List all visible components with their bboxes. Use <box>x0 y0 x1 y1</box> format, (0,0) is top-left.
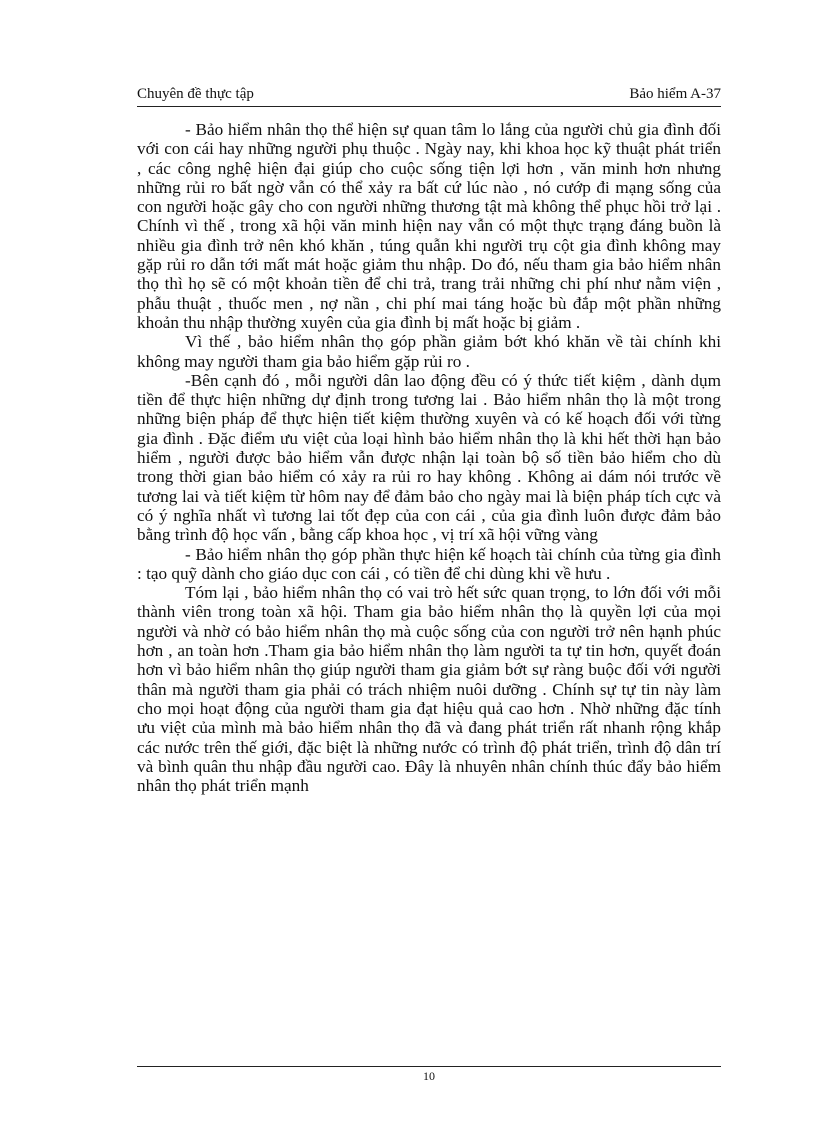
paragraph-2: Vì thế , bảo hiểm nhân thọ góp phần giảm bớt khó khăn về tài chính khi không may người tham gia bảo hiểm gặp rủi ro . <box>137 332 721 371</box>
header-divider <box>137 106 721 107</box>
body-text <box>137 120 721 795</box>
header-title: Chuyên đề thực tập <box>137 86 254 102</box>
page-number: 10 <box>423 1069 435 1083</box>
footer-divider <box>137 1066 721 1067</box>
paragraph-4: - Bảo hiểm nhân thọ góp phần thực hiện kế hoạch tài chính của từng gia đình : tạo quỹ dành cho giáo dục con cái , có tiền để chi dùng khi về hưu . <box>137 544 721 583</box>
paragraph-5: Tóm lại , bảo hiểm nhân thọ có vai trò hết sức quan trọng, to lớn đối với mỗi thành viên trong toàn xã hội. Tham gia bảo hiểm nhân thọ là quyền lợi của mọi người và nhờ có bảo hiểm nhân thọ mà cuộc sống của con người trở nên hạnh phúc hơn , an toàn hơn .Tham gia bảo hiểm nhân thọ làm người ta tự tin hơn, quyết đoán hơn vì bảo hiểm nhân thọ giúp người tham gia giảm bớt sự ràng buộc đối với người thân mà người tham gia phải có trách nhiệm nuôi dưỡng . Chính sự tự tin này làm cho mọi hoạt động của người tham gia đạt hiệu quả cao hơn . Nhờ những đặc tính ưu việt của mình mà bảo hiểm nhân thọ đã và đang phát triển rất nhanh rộng khắp các nước trên thế giới, đặc biệt là những nước có trình độ phát triển, trình độ dân trí và bình quân thu nhập đầu người cao. Đây là nhuyên nhân chính thúc đẩy bảo hiểm nhân thọ phát triển mạnh <box>137 583 721 796</box>
page-header <box>137 86 721 106</box>
header-section: Bảo hiểm A-37 <box>629 86 721 102</box>
paragraph-3: -Bên cạnh đó , mỗi người dân lao động đều có ý thức tiết kiệm , dành dụm tiền để thực hiện những dự định trong tương lai . Bảo hiểm nhân thọ là một trong những biện pháp để thực hiện tiết kiệm thường xuyên và có kế hoạch đối với từng gia đình . Đặc điểm ưu việt của loại hình bảo hiểm nhân thọ là khi hết thời hạn bảo hiểm , người được bảo hiểm vẫn được nhận lại toàn bộ số tiền bảo hiểm cho dù trong thời gian bảo hiểm có xảy ra rủi ro hay không . Không ai dám nói trước về tương lai và tiết kiệm từ hôm nay để đảm bảo cho ngày mai là biện pháp tích cực và có ý nghĩa nhất vì tương lai tốt đẹp của con cái , của gia đình luôn được đảm bảo bằng trình độ học vấn , bằng cấp khoa học , vị trí xã hội vững vàng <box>137 370 721 545</box>
paragraph-1: - Bảo hiểm nhân thọ thể hiện sự quan tâm lo lắng của người chủ gia đình đối với con cái hay những người phụ thuộc . Ngày nay, khi khoa học kỹ thuật phát triển , các công nghệ hiện đại giúp cho cuộc sống tiện lợi hơn , văn minh hơn nhưng những rủi ro bất ngờ vẫn có thể xảy ra bất cứ lúc nào , nó cướp đi mạng sống của con người hoặc gây cho con người những thương tật mà không thể phục hồi trở lại . Chính vì thế , trong xã hội văn minh hiện nay vẫn có một thực trạng đáng buồn là nhiều gia đình trở nên khó khăn , túng quẫn khi người trụ cột gia đình không may gặp rủi ro dẫn tới mất mát hoặc giảm thu nhập. Do đó, nếu tham gia bảo hiểm nhân thọ thì họ sẽ có một khoản tiền để chi trả, trang trải những chi phí như nằm viện , phẫu thuật , thuốc men , nợ nần , chi phí mai táng hoặc bù đắp một phần những khoản thu nhập thường xuyên của gia đình bị mất hoặc bị giảm . <box>137 120 721 332</box>
